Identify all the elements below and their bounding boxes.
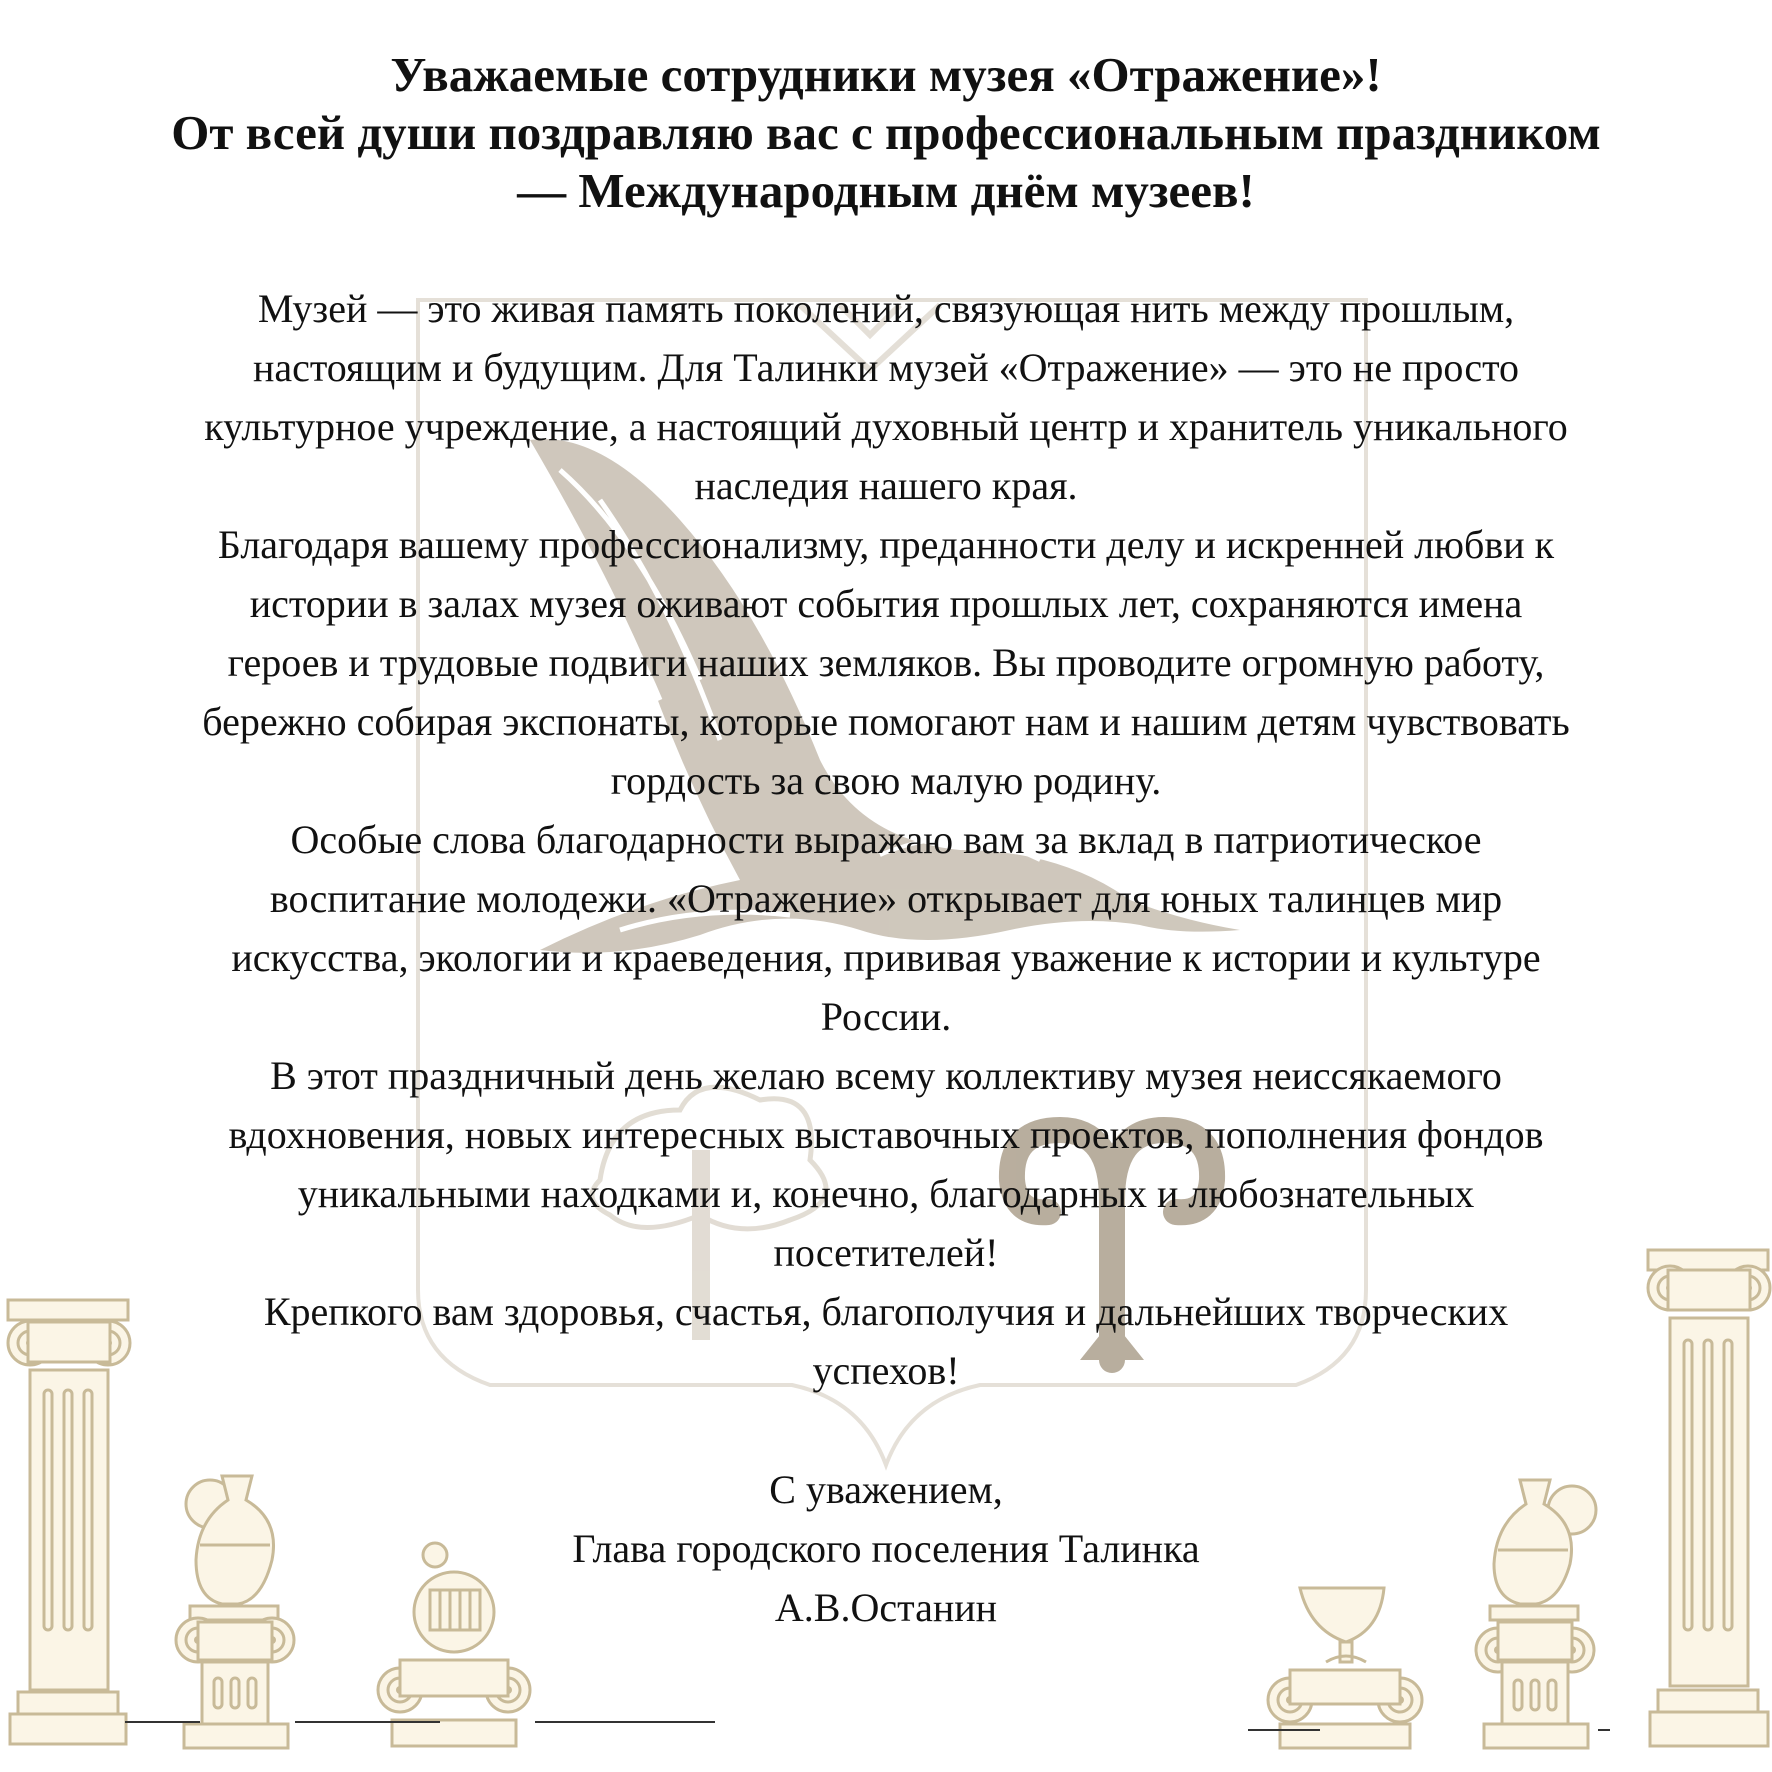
body-line: Музей — это живая память поколений, связующая нить между прошлым,: [257, 286, 1515, 331]
body-line: наследия нашего края.: [694, 463, 1078, 508]
body-line: героев и трудовые подвиги наших земляков. Вы проводите огромную работу,: [227, 640, 1545, 685]
body-line: России.: [820, 994, 952, 1039]
signature-name: А.В.Останин: [774, 1585, 998, 1630]
body-line: Особые слова благодарности выражаю вам за вклад в патриотическое: [290, 817, 1482, 862]
body-line: бережно собирая экспонаты, которые помогают нам и нашим детям чувствовать: [202, 699, 1570, 744]
body-line: истории в залах музея оживают события прошлых лет, сохраняются имена: [249, 581, 1523, 626]
body-line: Благодаря вашему профессионализму, преданности делу и искренней любви к: [217, 522, 1555, 567]
body-line: уникальными находками и, конечно, благодарных и любознательных: [297, 1171, 1475, 1216]
heading-line-1: Уважаемые сотрудники музея «Отражение»!: [390, 47, 1382, 102]
body-line: искусства, экологии и краеведения, прививая уважение к истории и культуре: [231, 935, 1541, 980]
body-line: Крепкого вам здоровья, счастья, благополучия и дальнейших творческих: [263, 1289, 1509, 1334]
body-line: настоящим и будущим. Для Талинки музей «Отражение» — это не просто: [252, 345, 1520, 390]
body-line: гордость за свою малую родину.: [610, 758, 1162, 803]
body-line: вдохновения, новых интересных выставочных проектов, пополнения фондов: [228, 1112, 1544, 1157]
body-line: В этот праздничный день желаю всему коллективу музея неиссякаемого: [270, 1053, 1502, 1098]
signature-greeting: С уважением,: [769, 1467, 1003, 1512]
body-line: культурное учреждение, а настоящий духовный центр и хранитель уникального: [204, 404, 1568, 449]
heading-line-2: От всей души поздравляю вас с профессиональным праздником: [171, 105, 1601, 160]
body-line: воспитание молодежи. «Отражение» открывает для юных талинцев мир: [269, 876, 1503, 921]
body-line: посетителей!: [773, 1230, 999, 1275]
signature-position: Глава городского поселения Талинка: [572, 1526, 1200, 1571]
body-line: успехов!: [812, 1348, 960, 1393]
heading-line-3: — Международным днём музеев!: [517, 163, 1255, 218]
